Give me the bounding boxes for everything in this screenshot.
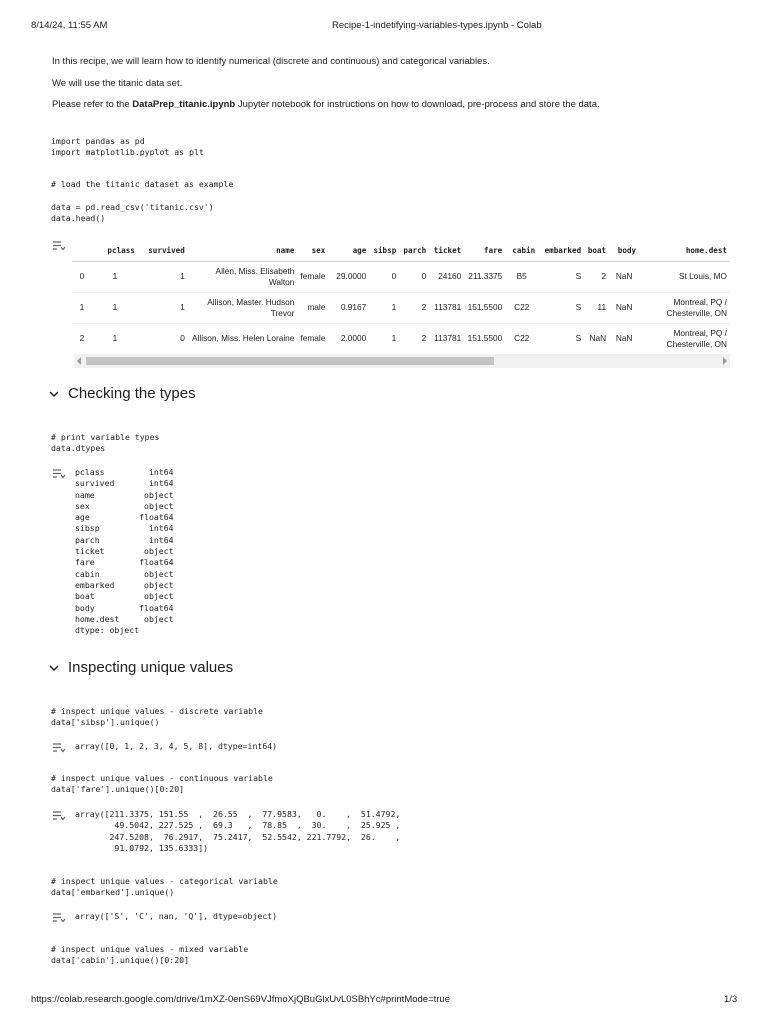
table-cell: 151.5500: [464, 292, 505, 323]
page-url: https://colab.research.google.com/drive/1mXZ-0enS69VJfmoXjQBuGlxUvL0SBhYc#printMode=true: [31, 994, 450, 1005]
page-number: 1/3: [724, 994, 738, 1005]
column-header: sex: [297, 240, 328, 261]
column-header: boat: [584, 240, 609, 261]
column-header: home.dest: [639, 240, 730, 261]
output-toggle-icon[interactable]: [52, 913, 66, 923]
table-cell: 1: [369, 292, 399, 323]
page-title: Recipe-1-indetifying-variables-types.ipynb - Colab: [332, 20, 542, 31]
column-header: body: [609, 240, 639, 261]
chevron-down-icon[interactable]: [49, 390, 59, 398]
table-header-row: [72, 240, 730, 261]
table-cell: 1: [92, 261, 138, 292]
table-cell: 2: [399, 292, 429, 323]
dataframe-table: [72, 240, 730, 354]
column-header: fare: [464, 240, 505, 261]
table-cell: 1: [138, 292, 188, 323]
output-toggle-icon[interactable]: [52, 743, 66, 753]
table-cell: 0.9167: [328, 292, 369, 323]
column-header: sibsp: [369, 240, 399, 261]
table-cell: 0: [72, 261, 92, 292]
table-cell: 24160: [429, 261, 464, 292]
table-cell: 1: [138, 261, 188, 292]
table-cell: S: [575, 333, 582, 344]
table-cell: St Louis, MO: [639, 261, 730, 292]
output-toggle-icon[interactable]: [52, 469, 66, 479]
table-cell: 151.5500: [467, 333, 503, 344]
table-row: [72, 292, 730, 323]
code-cell-cabin-unique[interactable]: # inspect unique values - mixed variable data['cabin'].unique()[0:20]: [51, 944, 249, 966]
code-cell-imports[interactable]: import pandas as pd import matplotlib.pyplot as plt: [51, 136, 204, 158]
column-header: ticket: [429, 240, 464, 261]
table-cell: 0: [399, 261, 429, 292]
table-cell: 29.0000: [328, 261, 369, 292]
print-datetime: 8/14/24, 11:55 AM: [31, 20, 108, 31]
table-cell: female: [300, 333, 326, 344]
column-header: [72, 240, 92, 261]
scrollbar-thumb[interactable]: [86, 357, 494, 365]
table-cell: 113781: [429, 292, 464, 323]
intro-line-3-prefix: Please refer to the: [52, 99, 133, 110]
table-cell: Allison, Miss. Helen Loraine: [192, 333, 295, 344]
intro-line-3: [52, 99, 600, 110]
table-cell: 2: [421, 333, 427, 344]
table-row: [72, 261, 730, 292]
table-row: [72, 323, 730, 354]
notebook-reference: DataPrep_titanic.ipynb: [132, 99, 236, 110]
table-cell: 1: [72, 292, 92, 323]
table-cell: NaN: [589, 333, 607, 344]
table-cell: Montreal, PQ / Chesterville, ON: [639, 292, 730, 323]
table-cell: male: [297, 292, 328, 323]
table-cell: S: [538, 261, 584, 292]
intro-line-3-suffix: Jupyter notebook for instructions on how to download, pre-process and store the data.: [235, 99, 600, 110]
table-cell: Allison, Master. Hudson Trevor: [188, 292, 298, 323]
column-header: cabin: [505, 240, 538, 261]
column-header: embarked: [538, 240, 584, 261]
code-cell-dtypes[interactable]: # print variable types data.dtypes: [51, 432, 160, 454]
table-cell: female: [297, 261, 328, 292]
output-fare-unique: array([211.3375, 151.55 , 26.55 , 77.9583, 0. , 51.4792, 49.5042, 227.525 , 69.3 , 78.85 , 30. , 25.925 , 247.5208, 76.2917, 75.2417, 52.5542, 221.7792, 26. , 91.0792, 135.6333]): [75, 809, 401, 853]
table-cell: C22: [514, 333, 530, 344]
column-header: name: [188, 240, 298, 261]
table-cell: 0: [180, 333, 185, 344]
section-title: Inspecting unique values: [68, 659, 234, 676]
table-cell: 0: [369, 261, 399, 292]
table-cell: NaN: [609, 292, 639, 323]
table-cell: NaN: [609, 261, 639, 292]
table-cell: 2.0000: [340, 333, 367, 344]
scroll-right-icon[interactable]: [723, 357, 727, 365]
section-title: Checking the types: [68, 385, 196, 402]
table-cell: B5: [505, 261, 538, 292]
output-toggle-icon[interactable]: [52, 811, 66, 821]
code-cell-sibsp-unique[interactable]: # inspect unique values - discrete variable data['sibsp'].unique(): [51, 706, 263, 728]
code-cell-load-data[interactable]: # load the titanic dataset as example data = pd.read_csv('titanic.csv') data.head(): [51, 179, 234, 224]
table-cell: 211.3375: [464, 261, 505, 292]
table-cell: Montreal, PQ / Chesterville, ON: [666, 327, 727, 349]
chevron-down-icon[interactable]: [49, 664, 59, 672]
output-dtypes: pclass int64 survived int64 name object sex object age float64 sibsp int64 parch int64 ticket object fare float64 cabin object embarked object boat object body float64 home.dest object dtype: object: [75, 467, 174, 636]
table-cell: 2: [79, 333, 85, 344]
code-cell-fare-unique[interactable]: # inspect unique values - continuous variable data['fare'].unique()[0:20]: [51, 773, 273, 795]
table-horizontal-scrollbar[interactable]: [74, 354, 730, 368]
table-cell: NaN: [615, 333, 633, 344]
table-cell: 113781: [434, 333, 462, 344]
table-cell: 1: [112, 333, 118, 344]
table-cell: Allen, Miss. Elisabeth Walton: [188, 261, 298, 292]
column-header: age: [328, 240, 369, 261]
table-cell: 1: [92, 292, 138, 323]
section-header-checking-types[interactable]: [49, 385, 196, 402]
intro-line-2: We will use the titanic data set.: [52, 78, 183, 89]
scroll-left-icon[interactable]: [77, 357, 81, 365]
output-sibsp-unique: array([0, 1, 2, 3, 4, 5, 8], dtype=int64): [75, 741, 278, 751]
column-header: pclass: [92, 240, 138, 261]
table-cell: 11: [584, 292, 609, 323]
output-embarked-unique: array(['S', 'C', nan, 'Q'], dtype=object): [75, 911, 278, 921]
column-header: parch: [399, 240, 429, 261]
table-cell: 1: [391, 333, 397, 344]
code-cell-embarked-unique[interactable]: # inspect unique values - categorical variable data['embarked'].unique(): [51, 876, 278, 898]
intro-line-1: In this recipe, we will learn how to identify numerical (discrete and continuous) and categorical variables.: [52, 56, 490, 67]
section-header-inspecting-values[interactable]: [49, 659, 233, 676]
table-cell: 2: [584, 261, 609, 292]
column-header: survived: [138, 240, 188, 261]
table-cell: S: [538, 292, 584, 323]
table-cell: C22: [505, 292, 538, 323]
output-toggle-icon[interactable]: [52, 241, 66, 251]
